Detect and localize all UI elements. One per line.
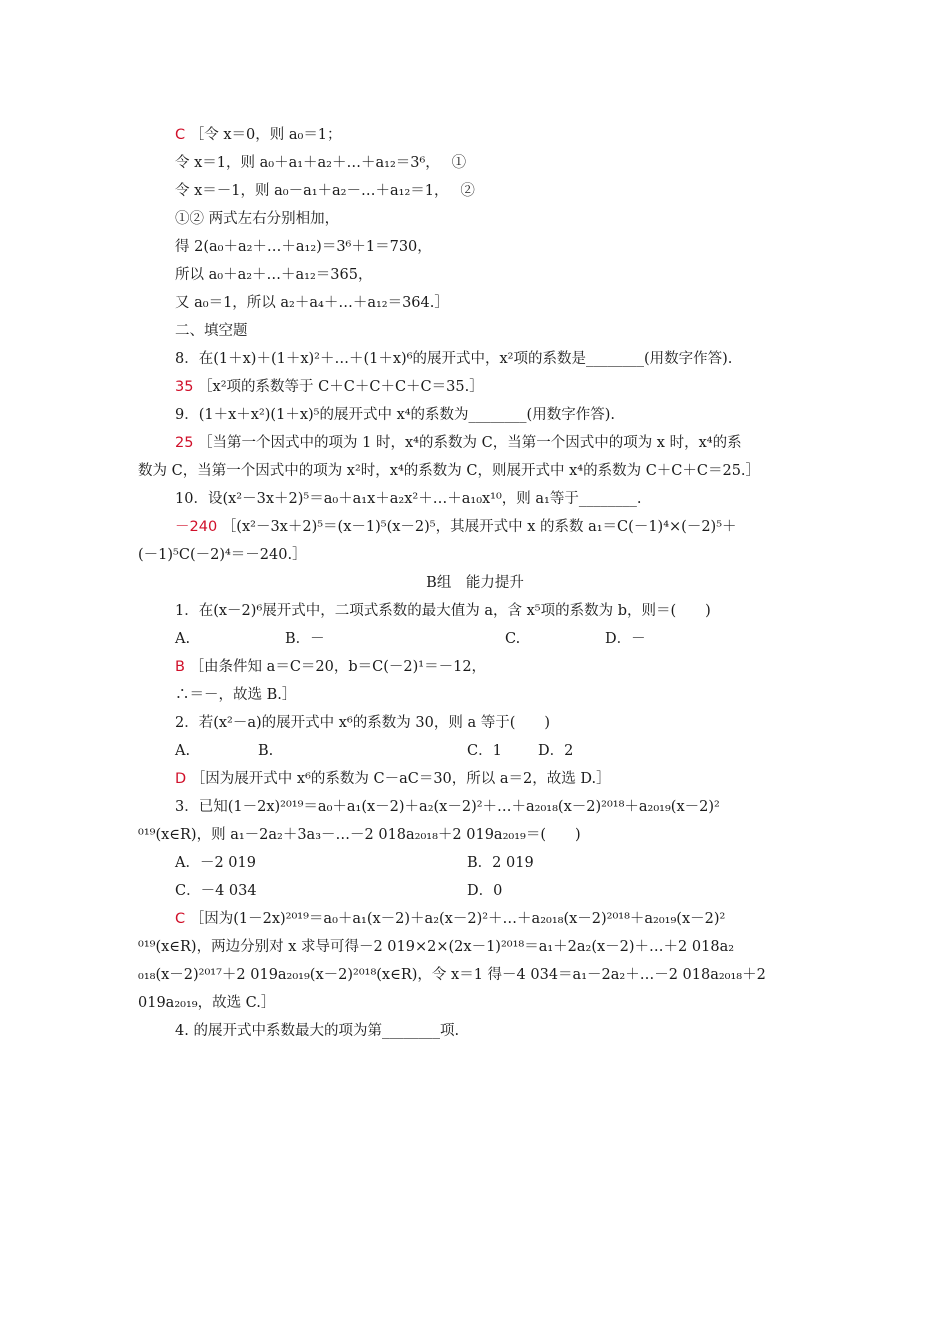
text-line: [175, 685, 825, 705]
answer-label: B: [175, 659, 185, 675]
line-text: 令 x＝1，则 a₀＋a₁＋a₂＋…＋a₁₂＝3⁶， ①: [175, 155, 467, 171]
option-label: D．0: [467, 883, 503, 899]
line-text: 二、填空题: [175, 323, 248, 339]
line-text: (－1)⁵C(－2)⁴＝－240.］: [138, 547, 307, 563]
text-line: [175, 601, 825, 621]
line-text: ⁰¹⁹(x∈R)，则 a₁－2a₂＋3a₃－…－2 018a₂₀₁₈＋2 019a₂₀₁₉＝( ): [138, 827, 581, 843]
text-line: [175, 657, 825, 677]
text-line: [175, 433, 825, 453]
option-label: D．－: [605, 631, 646, 647]
line-text: ［x²项的系数等于 C＋C＋C＋C＋C＝35.］: [198, 379, 484, 395]
text-line: [138, 461, 788, 481]
line-text: ［因为(1－2x)²⁰¹⁹＝a₀＋a₁(x－2)＋a₂(x－2)²＋…＋a₂₀₁₈(x－2)²⁰¹⁸＋a₂₀₁₉(x－2)²: [189, 911, 726, 927]
line-text: ∴＝－，故选 B.］: [175, 687, 297, 703]
line-text: ₀₁₈(x－2)²⁰¹⁷＋2 019a₂₀₁₉(x－2)²⁰¹⁸(x∈R)，令 x＝1 得－4 034＝a₁－2a₂＋…－2 018a₂₀₁₈＋2: [138, 967, 766, 983]
text-line: [175, 489, 825, 509]
text-line: [175, 769, 825, 789]
line-text: 4. 的展开式中系数最大的项为第________项.: [175, 1023, 460, 1039]
line-text: ⁰¹⁹(x∈R)，两边分别对 x 求导可得－2 019×2×(2x－1)²⁰¹⁸＝a₁＋2a₂(x－2)＋…＋2 018a₂: [138, 939, 735, 955]
text-line: [175, 237, 825, 257]
text-line: [175, 125, 825, 145]
line-text: 019a₂₀₁₉，故选 C.］: [138, 995, 276, 1011]
option-label: C．1: [467, 743, 502, 759]
line-text: 令 x＝－1，则 a₀－a₁＋a₂－…＋a₁₂＝1， ②: [175, 183, 475, 199]
answer-label: －240: [175, 519, 218, 535]
line-text: 8．在(1＋x)＋(1＋x)²＋…＋(1＋x)⁶的展开式中，x²项的系数是________(用数字作答).: [175, 351, 733, 367]
option-label: D．2: [538, 743, 574, 759]
line-text: 所以 a₀＋a₂＋…＋a₁₂＝365，: [175, 267, 373, 283]
line-text: ［因为展开式中 x⁶的系数为 C－aC＝30，所以 a＝2，故选 D.］: [190, 771, 611, 787]
line-text: ［(x²－3x＋2)⁵＝(x－1)⁵(x－2)⁵，其展开式中 x 的系数 a₁＝C(－1)⁴×(－2)⁵＋: [221, 519, 737, 535]
text-line: [138, 993, 788, 1013]
line-text: 又 a₀＝1，所以 a₂＋a₄＋…＋a₁₂＝364.］: [175, 295, 449, 311]
text-line: [138, 545, 788, 565]
answer-label: 25: [175, 435, 194, 451]
option-label: A.: [175, 743, 191, 759]
option-label: C．－4 034: [175, 883, 257, 899]
text-line: [175, 321, 825, 341]
line-text: 2．若(x²－a)的展开式中 x⁶的系数为 30，则 a 等于( ): [175, 715, 551, 731]
answer-label: 35: [175, 379, 194, 395]
line-text: ［当第一个因式中的项为 1 时，x⁴的系数为 C，当第一个因式中的项为 x 时，x⁴的系: [198, 435, 742, 451]
line-text: ①② 两式左右分别相加，: [175, 211, 340, 227]
option-label: C.: [505, 631, 521, 647]
text-line: [175, 293, 825, 313]
text-line: [138, 937, 788, 957]
line-text: 1．在(x－2)⁶展开式中，二项式系数的最大值为 a，含 x⁵项的系数为 b，则＝( ): [175, 603, 711, 619]
answer-label: C: [175, 127, 186, 143]
text-line: [175, 377, 825, 397]
option-label: B．2 019: [467, 855, 534, 871]
text-line: [175, 209, 825, 229]
answer-label: D: [175, 771, 187, 787]
text-line: [175, 1021, 825, 1041]
text-line: [175, 797, 825, 817]
text-line: [138, 825, 788, 845]
option-label: B.: [258, 743, 274, 759]
answer-label: C: [175, 911, 186, 927]
text-line: [175, 713, 825, 733]
text-line: [175, 153, 825, 173]
text-line: [175, 909, 825, 929]
option-label: A．－2 019: [175, 855, 256, 871]
text-line: [175, 265, 825, 285]
line-text: 得 2(a₀＋a₂＋…＋a₁₂)＝3⁶＋1＝730，: [175, 239, 432, 255]
text-line: [138, 965, 788, 985]
text-line: [175, 405, 825, 425]
text-line: [175, 517, 825, 537]
line-text: 3．已知(1－2x)²⁰¹⁹＝a₀＋a₁(x－2)＋a₂(x－2)²＋…＋a₂₀₁₈(x－2)²⁰¹⁸＋a₂₀₁₉(x－2)²: [175, 799, 720, 815]
line-text: ［由条件知 a＝C＝20，b＝C(－2)¹＝－12，: [189, 659, 487, 675]
section-heading: [0, 573, 950, 593]
option-label: A.: [175, 631, 191, 647]
line-text: 9．(1＋x＋x²)(1＋x)⁵的展开式中 x⁴的系数为________(用数字作答).: [175, 407, 615, 423]
line-text: B组 能力提升: [426, 575, 524, 591]
line-text: 10．设(x²－3x＋2)⁵＝a₀＋a₁x＋a₂x²＋…＋a₁₀x¹⁰，则 a₁等于________.: [175, 491, 642, 507]
line-text: 数为 C，当第一个因式中的项为 x²时，x⁴的系数为 C，则展开式中 x⁴的系数为 C＋C＋C＝25.］: [138, 463, 761, 479]
line-text: ［令 x＝0，则 a₀＝1；: [189, 127, 342, 143]
text-line: [175, 181, 825, 201]
text-line: [175, 349, 825, 369]
option-label: B．－: [285, 631, 325, 647]
